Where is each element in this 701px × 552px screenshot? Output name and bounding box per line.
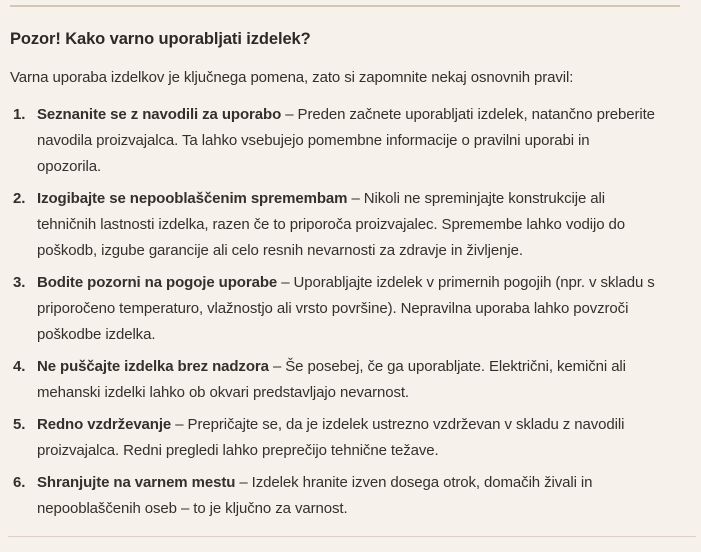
item-title: Redno vzdrževanje	[37, 416, 172, 433]
document-heading: Pozor! Kako varno uporabljati izdelek?	[10, 30, 311, 48]
list-item	[10, 354, 657, 406]
top-divider	[10, 5, 680, 7]
bottom-divider	[8, 536, 696, 537]
item-body: – Preden začnete uporabljati izdelek, natančno preberite navodila proizvajalca. Ta lahko vsebujejo pomembne informacije o pravilni uporabi in opozorila.	[37, 106, 655, 175]
item-body: – Nikoli ne spreminjajte konstrukcije ali tehničnih lastnosti izdelka, razen če to priporoča proizvajalec. Spremembe lahko vodijo do poškodb, izgube garancije ali celo resnih nevarnosti za zdravje in življenje.	[37, 190, 625, 259]
item-title: Shranjujte na varnem mestu	[37, 474, 236, 491]
item-title: Seznanite se z navodili za uporabo	[37, 106, 282, 123]
item-title: Bodite pozorni na pogoje uporabe	[37, 274, 278, 291]
item-text	[37, 102, 657, 180]
item-title: Ne puščajte izdelka brez nadzora	[37, 358, 269, 375]
item-number: 5.	[13, 416, 26, 433]
item-number: 6.	[13, 474, 26, 491]
item-text	[37, 270, 657, 348]
item-number: 2.	[13, 190, 26, 207]
item-text	[37, 354, 657, 406]
list-item	[10, 470, 657, 522]
item-body: – Izdelek hranite izven dosega otrok, domačih živali in nepooblaščenih oseb – to je ključno za varnost.	[37, 474, 593, 517]
item-body: – Prepričajte se, da je izdelek ustrezno vzdrževan v skladu z navodili proizvajalca. Redni pregledi lahko preprečijo tehnične težave.	[37, 416, 625, 459]
list-item	[10, 412, 657, 464]
list-item	[10, 270, 657, 348]
list-item	[10, 102, 657, 180]
safety-notice-document	[0, 29, 701, 522]
item-title: Izogibajte se nepooblaščenim spremembam	[37, 190, 348, 207]
safety-rules-list	[10, 102, 679, 522]
item-number: 1.	[13, 106, 26, 123]
item-number: 4.	[13, 358, 26, 375]
list-item	[10, 186, 657, 264]
intro-paragraph: Varna uporaba izdelkov je ključnega pomena, zato si zapomnite nekaj osnovnih pravil:	[10, 69, 574, 86]
item-text	[37, 186, 657, 264]
item-body: – Uporabljajte izdelek v primernih pogojih (npr. v skladu s priporočeno temperaturo, vlažnostjo ali vrsto površine). Nepravilna uporaba lahko povzroči poškodbe izdelka.	[37, 274, 655, 343]
item-text	[37, 412, 657, 464]
item-body: – Še posebej, če ga uporabljate. Električni, kemični ali mehanski izdelki lahko ob okvari predstavljajo nevarnost.	[37, 358, 626, 401]
item-number: 3.	[13, 274, 26, 291]
item-text	[37, 470, 657, 522]
